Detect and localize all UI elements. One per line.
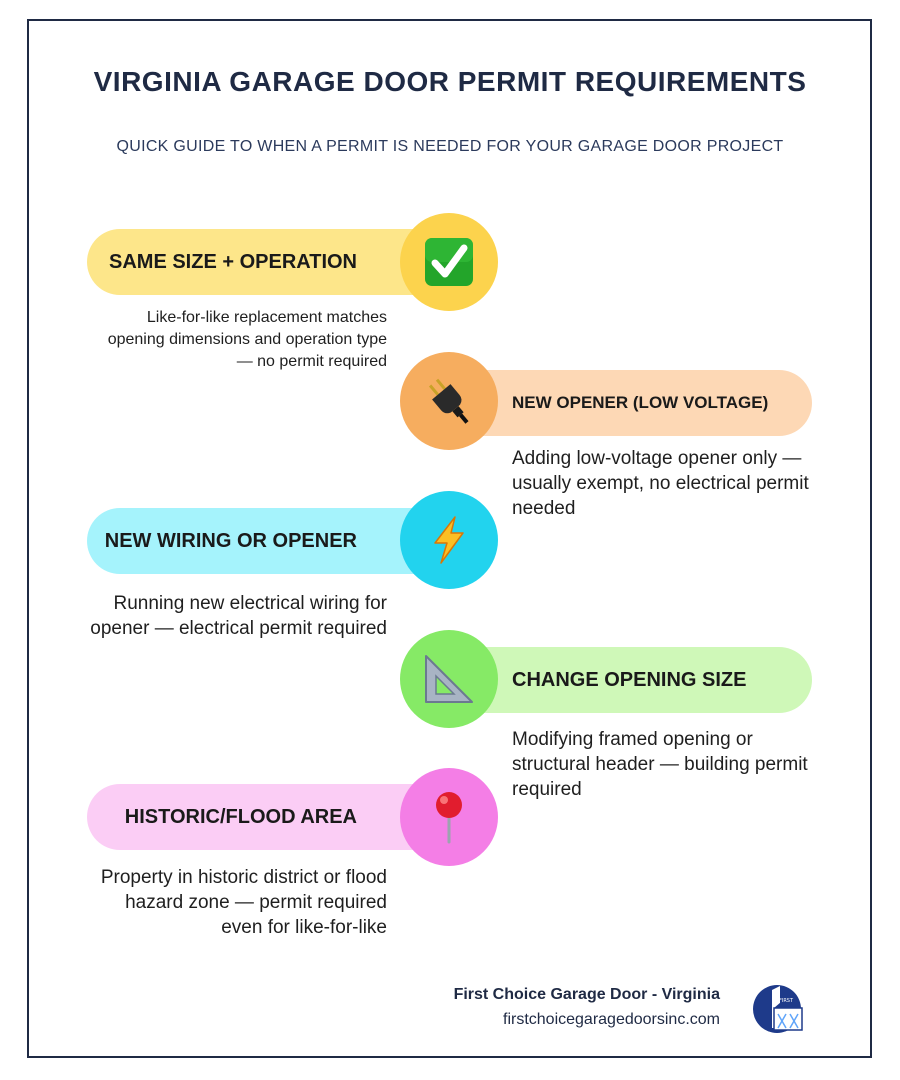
triangular-ruler-icon	[422, 652, 476, 706]
step-2-pill	[445, 370, 812, 436]
electric-plug-icon	[421, 373, 477, 429]
step-2-label: NEW OPENER (LOW VOLTAGE)	[512, 393, 769, 412]
step-4-pill	[445, 647, 812, 713]
pushpin-icon	[429, 790, 469, 844]
step-3-description: Running new electrical wiring for opener — electrical permit required	[90, 593, 387, 639]
step-4-description: Modifying framed opening or structural header — building permit required	[512, 729, 808, 800]
company-logo	[750, 984, 804, 1034]
logo-lettering: FIRST	[778, 998, 794, 1004]
page-subtitle: QUICK GUIDE TO WHEN A PERMIT IS NEEDED FOR YOUR GARAGE DOOR PROJECT	[116, 138, 784, 155]
step-4-circle	[400, 630, 498, 728]
step-2-circle	[400, 352, 498, 450]
lightning-bolt-icon	[427, 515, 471, 565]
page-title: VIRGINIA GARAGE DOOR PERMIT REQUIREMENTS	[93, 66, 807, 97]
step-3-circle	[400, 491, 498, 589]
company-name: First Choice Garage Door - Virginia	[453, 986, 720, 1003]
step-5-description: Property in historic district or flood hazard zone — permit required even for like-for-like	[100, 867, 387, 938]
step-1-circle	[400, 213, 498, 311]
check-mark-icon	[423, 236, 475, 288]
company-website: firstchoicegaragedoorsinc.com	[503, 1011, 720, 1028]
step-1-label: SAME SIZE + OPERATION	[109, 250, 357, 273]
step-2-description: Adding low-voltage opener only — usually exempt, no electrical permit needed	[512, 448, 809, 519]
step-4-label: CHANGE OPENING SIZE	[512, 668, 747, 691]
step-5-label: HISTORIC/FLOOD AREA	[124, 805, 357, 828]
step-1-description: Like-for-like replacement matches opening dimensions and operation type — no permit required	[107, 309, 387, 370]
step-3-label: NEW WIRING OR OPENER	[104, 529, 357, 552]
step-5-circle	[400, 768, 498, 866]
